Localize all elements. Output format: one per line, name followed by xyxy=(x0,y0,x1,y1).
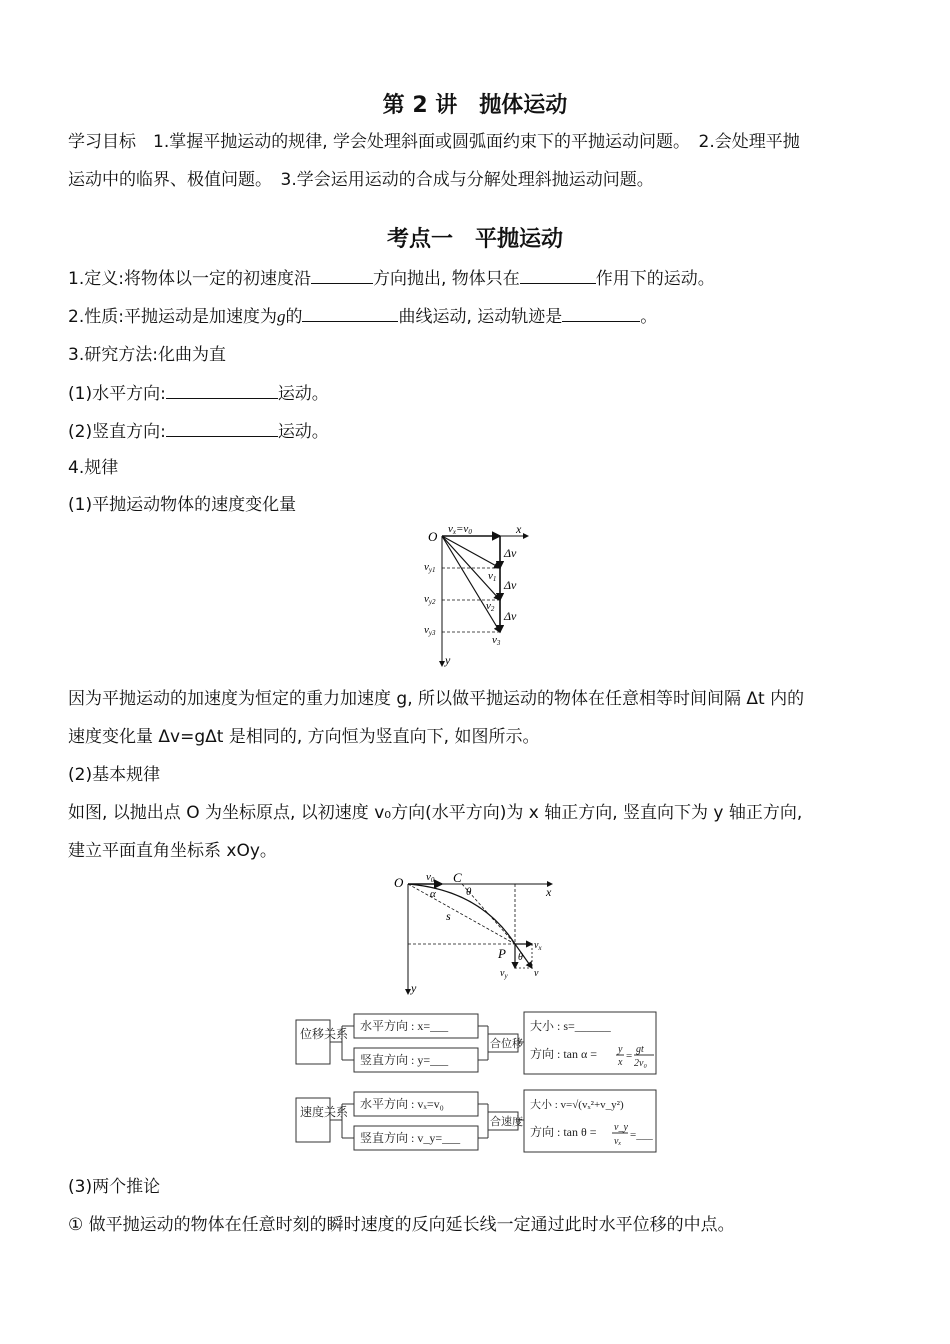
fig2-vx-label: $v_x$ xyxy=(534,940,542,952)
fig2-y-label: y xyxy=(411,981,417,995)
fig2-v0-label: v0 xyxy=(426,871,435,884)
disp-combine-label: 合位移 xyxy=(490,1038,523,1050)
fig2-O-label: O xyxy=(394,875,404,890)
lecture-title: 第 2 讲 抛体运动 xyxy=(382,93,568,118)
fig1-v3-label: v3 xyxy=(492,634,501,647)
fig2-C-label: C xyxy=(453,870,462,885)
property-line xyxy=(68,302,657,327)
section-title: 考点一 平抛运动 xyxy=(386,227,563,252)
fig2-theta-label: θ xyxy=(466,886,472,898)
coord-line1: 如图, 以抛出点 O 为坐标原点, 以初速度 v₀方向(水平方向)为 x 轴正方向, 竖直向下为 y 轴正方向, xyxy=(68,803,803,823)
fig1-v3-arrow xyxy=(442,536,500,632)
blank-vertical xyxy=(166,420,278,437)
property-text-d: 。 xyxy=(640,307,658,327)
definition-text-b: 方向抛出, 物体只在 xyxy=(372,269,520,289)
property-text-c: 曲线运动, 运动轨迹是 xyxy=(398,307,563,327)
fig1-dv-label-3: Δv xyxy=(504,609,517,623)
blank-trajectory xyxy=(562,305,640,322)
blank-force xyxy=(520,267,596,284)
blank-direction xyxy=(311,267,373,284)
vertical-line xyxy=(68,417,329,442)
property-text-a: 2.性质:平抛运动是加速度为 xyxy=(68,307,277,327)
fig1-v2-arrow xyxy=(442,536,500,600)
law3-heading: (3)两个推论 xyxy=(68,1177,161,1197)
fig2-P-label: P xyxy=(498,946,506,961)
fig1-vy2-label: vy2 xyxy=(424,593,436,606)
blank-horizontal xyxy=(166,382,278,399)
learning-goals-line2: 运动中的临界、极值问题。 3.学会运用运动的合成与分解处理斜抛运动问题。 xyxy=(68,170,654,190)
learning-goals-line1: 学习目标 1.掌握平抛运动的规律, 学会处理斜面或圆弧面约束下的平抛运动问题。 2.会处理平抛 xyxy=(68,132,800,152)
horizontal-text-b: 运动。 xyxy=(277,384,329,404)
fig1-vy1-label: vy1 xyxy=(424,561,436,574)
fig1-vy3-label: vy3 xyxy=(424,624,436,637)
fig1-origin-label: O xyxy=(428,529,438,544)
property-text-b: 的 xyxy=(285,307,303,327)
disp-horiz-label: 水平方向 : x=___ xyxy=(360,1019,449,1033)
vel-combine-label: 合速度 xyxy=(490,1116,523,1128)
disp-frac1-den: x xyxy=(618,1057,623,1068)
definition-text-a: 1.定义:将物体以一定的初速度沿 xyxy=(68,269,311,289)
vel-dir-label: 方向 : tan θ = xyxy=(530,1125,597,1139)
disp-frac2-den: 2v₀ xyxy=(634,1058,647,1069)
relation-charts xyxy=(292,1008,662,1158)
law1-heading: (1)平抛运动物体的速度变化量 xyxy=(68,495,297,515)
fig1-y-label: y xyxy=(445,653,451,667)
fig1-dv-label-2: Δv xyxy=(504,578,517,592)
blank-kind xyxy=(302,305,398,322)
law-heading: 4.规律 xyxy=(68,458,119,478)
fig1-v2-label: v2 xyxy=(486,600,495,613)
method-line: 3.研究方法:化曲为直 xyxy=(68,345,226,365)
vel-frac-den: vₓ xyxy=(614,1136,622,1147)
fig1-v1-label: v1 xyxy=(488,570,497,583)
fig2-v-label: v xyxy=(534,968,539,979)
vel-group-label: 速度关系 xyxy=(300,1105,349,1119)
fig1-x-label: x xyxy=(516,522,522,536)
inference1-line: ① 做平抛运动的物体在任意时刻的瞬时速度的反向延长线一定通过此时水平位移的中点。 xyxy=(68,1215,735,1235)
vel-frac-eq: =___ xyxy=(630,1129,653,1141)
symbol-g: g xyxy=(276,307,286,326)
vertical-text-b: 运动。 xyxy=(277,422,329,442)
fig2-s-label: s xyxy=(446,909,451,923)
fig2-displacement-line xyxy=(408,884,515,944)
fig1-vx-label: vx=v0 xyxy=(448,523,472,536)
explain-line1: 因为平抛运动的加速度为恒定的重力加速度 g, 所以做平抛运动的物体在任意相等时间间隔 Δt 内的 xyxy=(68,689,805,709)
disp-frac2-num: gt xyxy=(636,1044,644,1055)
disp-size-label: 大小 : s=______ xyxy=(530,1019,611,1033)
fig1-v1-arrow xyxy=(442,536,500,568)
disp-group-label: 位移关系 xyxy=(300,1027,349,1041)
explain-line2: 速度变化量 Δv=gΔt 是相同的, 方向恒为竖直向下, 如图所示。 xyxy=(68,727,540,747)
horizontal-line xyxy=(68,379,329,404)
vel-vert-label: 竖直方向 : v_y=___ xyxy=(360,1131,461,1145)
fig1-dv-label-1: Δv xyxy=(504,546,517,560)
fig2-vy-label: $v_y$ xyxy=(500,968,508,980)
vel-frac-num: v_y xyxy=(614,1122,628,1133)
vel-horiz-label: 水平方向 : vₓ=v₀ xyxy=(360,1097,444,1111)
disp-dir-label: 方向 : tan α = xyxy=(530,1047,598,1061)
vel-size-label: 大小 : v=√(vₓ²+v_y²) xyxy=(530,1099,624,1111)
velocity-change-figure xyxy=(420,520,540,670)
disp-frac1-num: y xyxy=(618,1044,623,1055)
disp-vert-label: 竖直方向 : y=___ xyxy=(360,1053,449,1067)
trajectory-figure xyxy=(390,868,565,998)
coord-line2: 建立平面直角坐标系 xOy。 xyxy=(68,841,277,861)
horizontal-text-a: (1)水平方向: xyxy=(68,384,166,404)
fig2-alpha-label: α xyxy=(430,888,436,900)
definition-text-c: 作用下的运动。 xyxy=(595,269,715,289)
disp-frac-eq: = xyxy=(626,1050,633,1062)
vertical-text-a: (2)竖直方向: xyxy=(68,422,166,442)
law2-heading: (2)基本规律 xyxy=(68,765,161,785)
definition-line xyxy=(68,264,715,289)
fig2-x-label: x xyxy=(546,885,552,899)
fig2-theta2-label: θ xyxy=(518,952,523,963)
